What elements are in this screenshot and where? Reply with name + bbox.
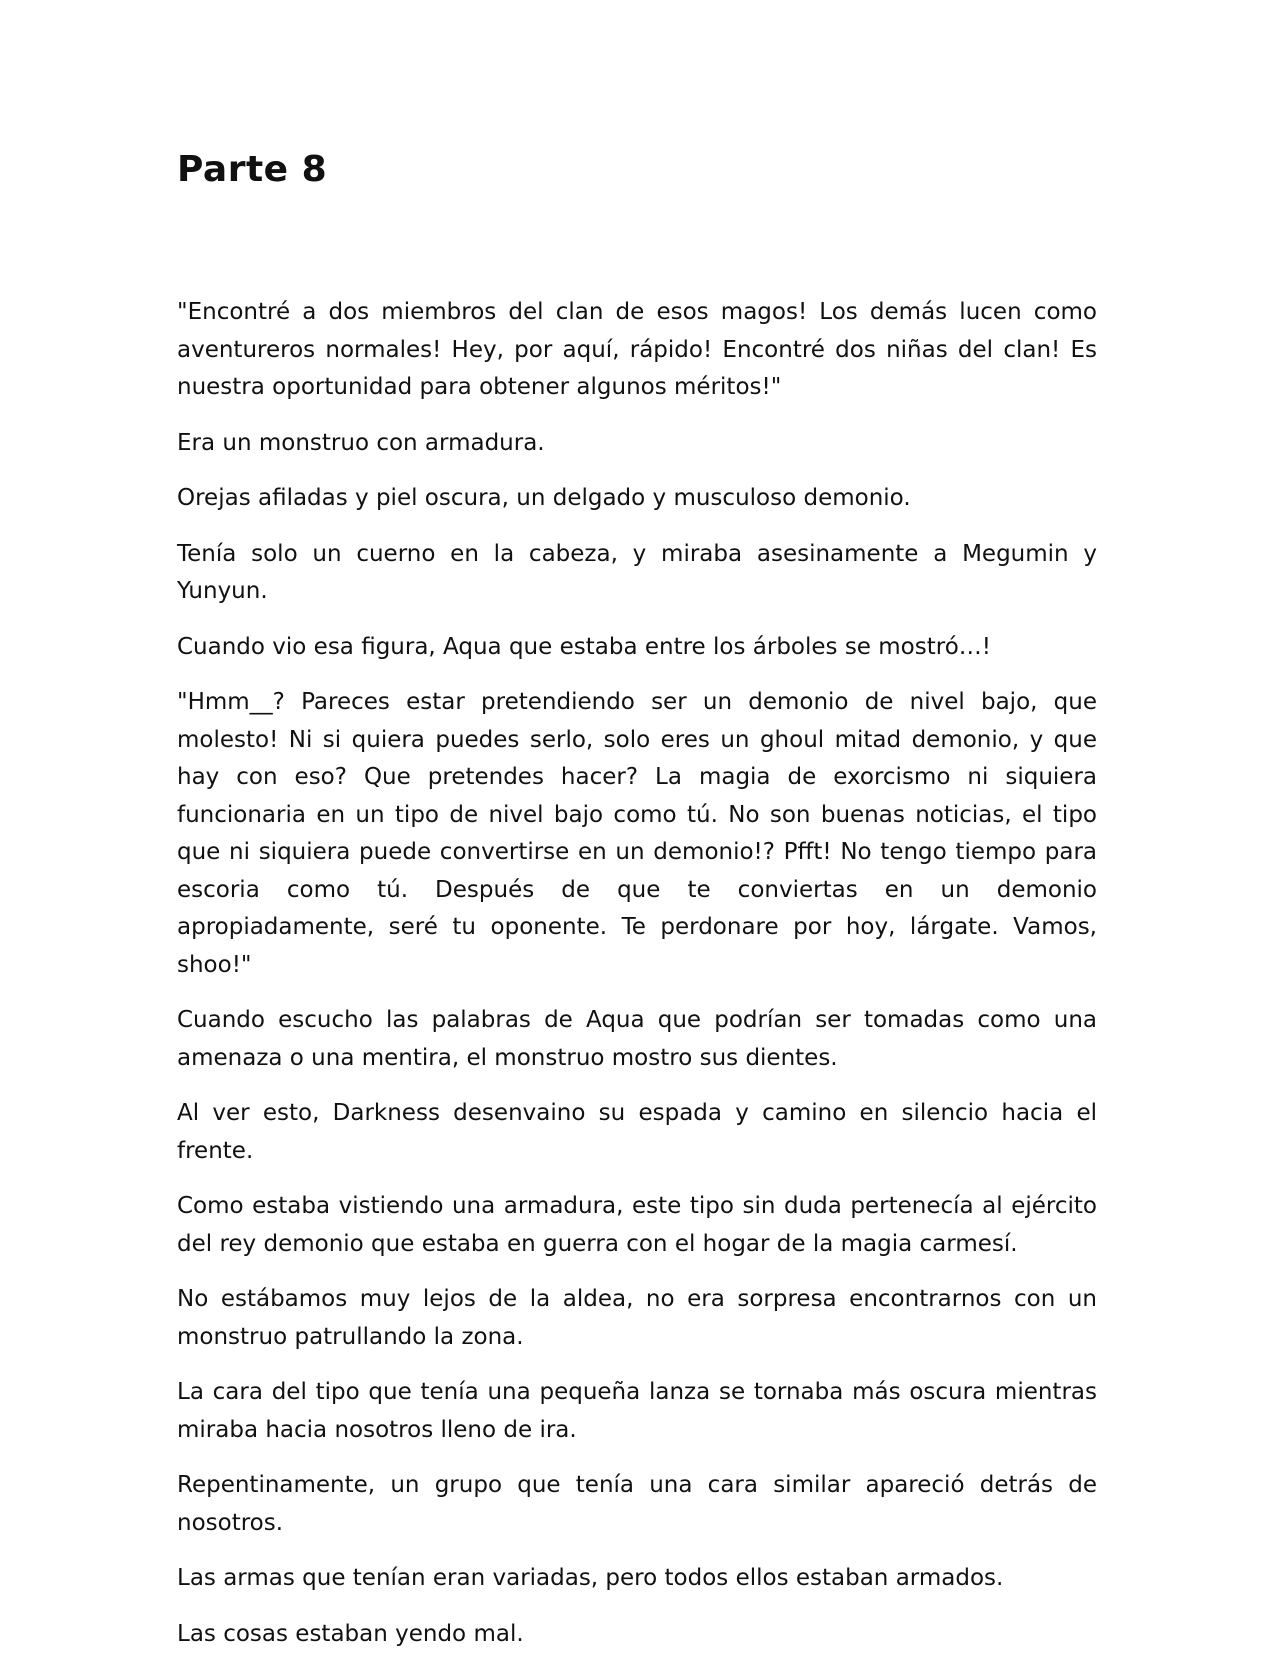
- paragraph: No estábamos muy lejos de la aldea, no era sorpresa encontrarnos con un monstruo patrullando la zona.: [177, 1286, 1097, 1350]
- paragraph: Como estaba vistiendo una armadura, este tipo sin duda pertenecía al ejército del rey demonio que estaba en guerra con el hogar de la magia carmesí.: [177, 1193, 1097, 1257]
- chapter-body: [177, 294, 1097, 1653]
- paragraph: Era un monstruo con armadura.: [177, 429, 545, 456]
- document-page: [177, 148, 1097, 1671]
- paragraph: Cuando escucho las palabras de Aqua que podrían ser tomadas como una amenaza o una mentira, el monstruo mostro sus dientes.: [177, 1007, 1097, 1071]
- paragraph: Tenía solo un cuerno en la cabeza, y miraba asesinamente a Megumin y Yunyun.: [177, 540, 1097, 604]
- paragraph: Al ver esto, Darkness desenvaino su espada y camino en silencio hacia el frente.: [177, 1100, 1097, 1164]
- paragraph: Repentinamente, un grupo que tenía una cara similar apareció detrás de nosotros.: [177, 1472, 1097, 1536]
- paragraph: "Hmm__? Pareces estar pretendiendo ser un demonio de nivel bajo, que molesto! Ni si quiera puedes serlo, solo eres un ghoul mitad demonio, y que hay con eso? Que pretendes hacer? La magia de exorcismo ni siquiera funcionaria en un tipo de nivel bajo como tú. No son buenas noticias, el tipo que ni siquiera puede convertirse en un demonio!? Pfft! No tengo tiempo para escoria como tú. Después de que te conviertas en un demonio apropiadamente, seré tu oponente. Te perdonare por hoy, lárgate. Vamos, shoo!": [177, 689, 1097, 978]
- chapter-title: Parte 8: [177, 149, 328, 190]
- paragraph: Orejas afiladas y piel oscura, un delgado y musculoso demonio.: [177, 485, 911, 511]
- paragraph: Cuando vio esa figura, Aqua que estaba entre los árboles se mostró…!: [177, 633, 991, 660]
- paragraph: Las cosas estaban yendo mal.: [177, 1620, 524, 1647]
- paragraph: La cara del tipo que tenía una pequeña lanza se tornaba más oscura mientras miraba hacia nosotros lleno de ira.: [177, 1379, 1097, 1443]
- paragraph: "Encontré a dos miembros del clan de esos magos! Los demás lucen como aventureros normales! Hey, por aquí, rápido! Encontré dos niñas del clan! Es nuestra oportunidad para obtener algunos méritos!": [177, 299, 1097, 400]
- paragraph: Las armas que tenían eran variadas, pero todos ellos estaban armados.: [177, 1565, 1004, 1591]
